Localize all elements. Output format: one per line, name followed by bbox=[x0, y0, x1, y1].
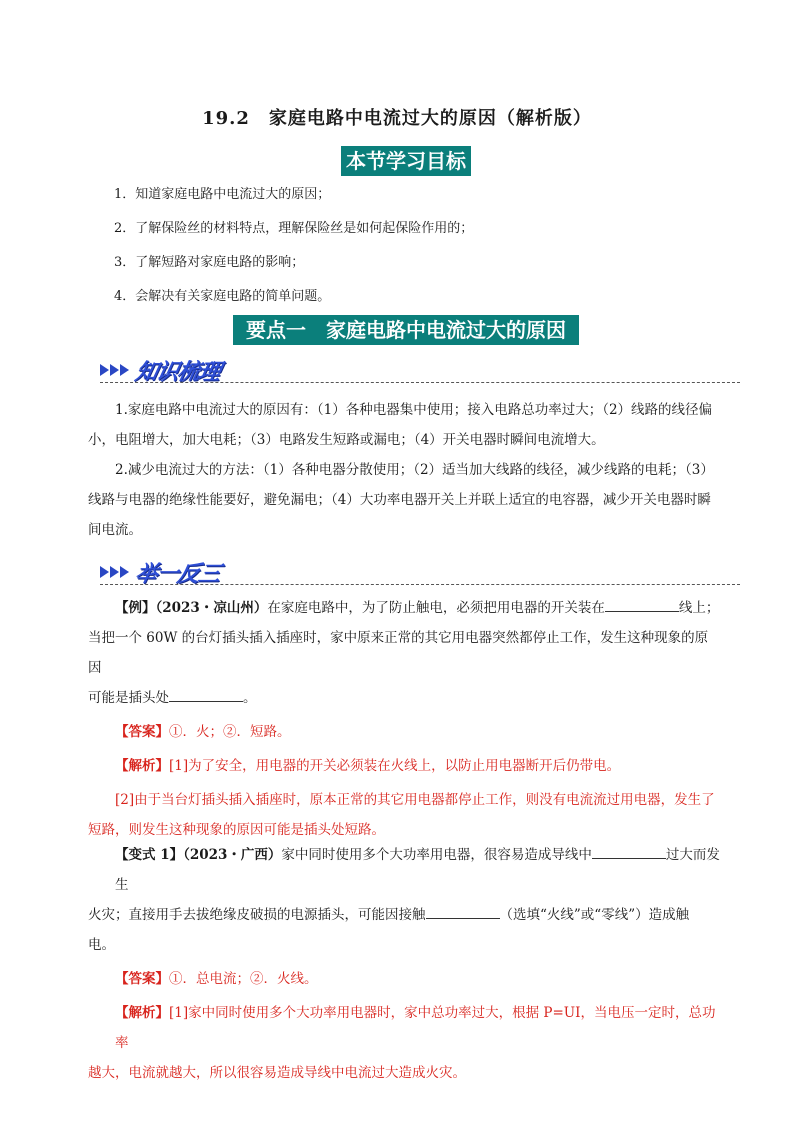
variant1-question-line3: 电。 bbox=[88, 937, 115, 953]
variant-source: （2023・广西） bbox=[183, 847, 282, 863]
variant1-analysis bbox=[88, 998, 720, 1058]
example-block bbox=[88, 593, 720, 845]
example-analysis bbox=[88, 751, 720, 781]
answer-blank bbox=[592, 844, 666, 859]
example-question-line1 bbox=[88, 593, 720, 623]
answer-blank bbox=[169, 687, 243, 702]
variant-text: 家中同时使用多个大功率用电器，很容易造成导线中 bbox=[281, 847, 592, 863]
variant-tag: 【变式 1】 bbox=[115, 847, 184, 863]
example-analysis2-line1: [2]由于当台灯插头插入插座时，原本正常的其它用电器都停止工作，则没有电流流过用电器，发生了 bbox=[115, 792, 715, 808]
analysis-text: [1]为了安全，用电器的开关必须装在火线上，以防止用电器断开后仍带电。 bbox=[169, 758, 621, 774]
variant-text: （选填“火线”或“零线”）造成触 bbox=[499, 907, 690, 923]
answer-text: ①．火；②．短路。 bbox=[169, 724, 291, 740]
variant1-question-line1 bbox=[88, 840, 720, 900]
knowledge-p2-line3: 间电流。 bbox=[88, 522, 142, 538]
answer-tag: 【答案】 bbox=[115, 724, 169, 740]
goal-item: 1．知道家庭电路中电流过大的原因； bbox=[114, 187, 331, 202]
goal-item: 2．了解保险丝的材料特点，理解保险丝是如何起保险作用的； bbox=[114, 221, 474, 236]
variant1-analysis-line2: 越大，电流就越大，所以很容易造成导线中电流过大造成火灾。 bbox=[88, 1065, 466, 1081]
example-source: （2023・凉山州） bbox=[155, 600, 268, 616]
example-text: 可能是插头处 bbox=[88, 690, 169, 706]
answer-tag: 【答案】 bbox=[115, 971, 169, 987]
key-point-banner: 要点一 家庭电路中电流过大的原因 bbox=[233, 315, 579, 345]
example-text: 在家庭电路中，为了防止触电，必须把用电器的开关装在 bbox=[267, 600, 605, 616]
triple-arrow-icon bbox=[100, 563, 129, 581]
example-question-line3 bbox=[88, 683, 720, 713]
variant1-block bbox=[88, 840, 720, 1088]
analysis-text: [1]家中同时使用多个大功率用电器时，家中总功率过大，根据 P=UI，当电压一定时，总功率 bbox=[115, 1005, 716, 1051]
analysis-tag: 【解析】 bbox=[115, 1005, 169, 1021]
knowledge-p2-line1: 2.减少电流过大的方法：（1）各种电器分散使用；（2）适当加大线路的线径，减少线路的电耗；（3） bbox=[115, 462, 714, 478]
knowledge-section-header bbox=[100, 355, 740, 383]
example-analysis2-line2: 短路，则发生这种现象的原因可能是插头处短路。 bbox=[88, 822, 385, 838]
example-text: 。 bbox=[243, 690, 257, 706]
example-tag: 【例】 bbox=[115, 600, 156, 616]
example-answer bbox=[88, 717, 720, 747]
goal-item: 4．会解决有关家庭电路的简单问题。 bbox=[114, 289, 331, 304]
variant1-answer bbox=[88, 964, 720, 994]
variant1-question-line2 bbox=[88, 900, 720, 930]
example-question-line2: 当把一个 60W 的台灯插头插入插座时，家中原来正常的其它用电器突然都停止工作，发生这种现象的原因 bbox=[88, 630, 709, 676]
examples-section-label: 举一反三 bbox=[132, 562, 223, 587]
knowledge-p1-line2: 小，电阻增大，加大电耗；（3）电路发生短路或漏电；（4）开关电器时瞬间电流增大。 bbox=[88, 432, 605, 448]
triple-arrow-icon bbox=[100, 361, 129, 379]
knowledge-section-label: 知识梳理 bbox=[132, 360, 223, 385]
dashed-divider bbox=[100, 584, 740, 585]
goal-item: 3．了解短路对家庭电路的影响； bbox=[114, 255, 305, 270]
answer-text: ①．总电流；②．火线。 bbox=[169, 971, 318, 987]
analysis-tag: 【解析】 bbox=[115, 758, 169, 774]
learning-goals-banner: 本节学习目标 bbox=[341, 146, 471, 176]
knowledge-p1-line1: 1.家庭电路中电流过大的原因有：（1）各种电器集中使用；接入电路总功率过大；（2）线路的线径偏 bbox=[115, 402, 713, 418]
knowledge-p2-line2: 线路与电器的绝缘性能要好，避免漏电；（4）大功率电器开关上并联上适宜的电容器，减少开关电器时瞬 bbox=[88, 492, 711, 508]
answer-blank bbox=[426, 904, 500, 919]
variant-text: 过大而发生 bbox=[115, 847, 720, 893]
answer-blank bbox=[605, 597, 679, 612]
learning-goals-list bbox=[114, 185, 473, 321]
document-title: 19.2 家庭电路中电流过大的原因（解析版） bbox=[202, 108, 592, 129]
knowledge-paragraphs bbox=[88, 395, 720, 545]
variant-text: 火灾；直接用手去拔绝缘皮破损的电源插头，可能因接触 bbox=[88, 907, 426, 923]
dashed-divider bbox=[100, 382, 740, 383]
example-text: 线上； bbox=[678, 600, 720, 616]
examples-section-header bbox=[100, 557, 740, 585]
